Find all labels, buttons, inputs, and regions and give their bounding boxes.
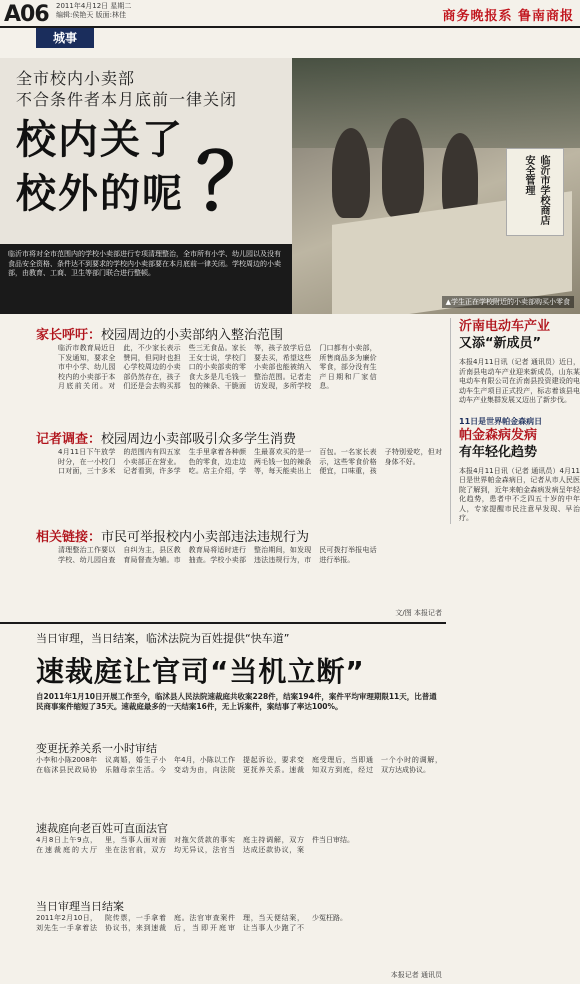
section-head-1-label: 家长呼吁： bbox=[36, 328, 102, 343]
byline-1: 文/图 本报记者 bbox=[395, 609, 442, 617]
article-body-2: 4月11日下午放学时分，在一小校门口对面，三十多米的范围内有四五家小卖部正在营业。记者看到，许多学生手里拿着各种颜色的零食，边走边吃。店主介绍，学生最喜欢买的是一两毛钱一包的辣条等，每天能卖出上百包。一名家长表示，这些零食价格便宜，口味重，孩子特别爱吃，但对身体不好。 bbox=[58, 448, 442, 475]
side-body-2: 本报4月11日讯（记者 通讯员）4月11日是世界帕金森病日，记者从市人民医院了解到，近年来帕金森病发病呈年轻化趋势，患者中不乏四五十岁的中年人，专家提醒市民注意早发现、早治疗。 bbox=[459, 466, 580, 522]
court-subhead-2: 速裁庭向老百姓可直面法官 bbox=[36, 822, 168, 835]
court-body-1: 小李和小陈2008年在临沭县民政局协议离婚，婚生子小乐随母亲生活。今年4月，小陈以工作变动为由，向法院提起诉讼，要求变更抚养关系。速裁庭受理后，当即通知双方到庭，经过一个小时的调解，双方达成协议。 bbox=[36, 756, 442, 774]
section-head-3-text: 市民可举报校内小卖部违法违规行为 bbox=[101, 530, 310, 545]
photo-figure bbox=[332, 128, 370, 218]
article-body-1: 临沂市教育局近日下发通知，要求全市中小学、幼儿园校内的小卖部于本月底前关闭。对此，不少家长表示赞同，但同时也担心学校周边的小卖部仍然存在，孩子们还是会去购买那些三无食品。家长王女士说，学校门口的小卖部卖的零食大多是几毛钱一包的辣条、干脆面等，孩子放学后总要去买，希望这些小卖部也能被纳入整治范围。记者走访发现，多所学校门口都有小卖部，所售商品多为廉价零食，部分没有生产日期和厂家信息。 bbox=[58, 344, 377, 390]
section-head-2 bbox=[36, 428, 296, 447]
hero-subtitle-2: 不合条件者本月底前一律关闭 bbox=[16, 90, 238, 109]
section-head-3-label: 相关链接： bbox=[36, 530, 102, 545]
section-head-1 bbox=[36, 324, 283, 343]
page-header bbox=[0, 0, 580, 28]
issue-meta bbox=[56, 2, 131, 20]
photo-sign: 临沂市学校商店安全管理 bbox=[506, 148, 564, 236]
article-body-3: 清理整治工作要以学校、幼儿园自查自纠为主，县区教育局督查为辅。市教育局将适时进行抽查。学校小卖部整治期间，如发现违法违规行为，市民可拨打举报电话进行举报。 bbox=[58, 546, 377, 564]
hero-lead: 临沂市将对全市范围内的学校小卖部进行专项清理整治，全市所有小学、幼儿园以及没有食品安全资格、条件达不到要求的学校内小卖部要在本月底前一律关闭。学校周边的小卖部，由教育、工商、卫生等部门联合进行整顿。 bbox=[0, 244, 292, 314]
newspaper-masthead: 商务晚报系 鲁南商报 bbox=[442, 9, 574, 24]
question-mark: ？ bbox=[196, 137, 275, 228]
side-head-2-line1: 帕金森病发病 bbox=[459, 427, 538, 443]
section-head-2-label: 记者调查： bbox=[36, 432, 102, 447]
photo-background bbox=[292, 58, 580, 148]
section-tag: 城事 bbox=[36, 28, 94, 48]
news-photo bbox=[292, 58, 580, 314]
side-head-1 bbox=[459, 318, 580, 352]
hero-title-1: 校内关了 bbox=[16, 117, 184, 163]
hero-story bbox=[0, 58, 580, 314]
side-body-1: 本报4月11日讯（记者 通讯员）近日，沂南县电动车产业迎来新成员，山东某电动车有限公司在沂南县投资建设的电动车生产项目正式投产，标志着该县电动车产业集群发展又迈出了新步伐。 bbox=[459, 358, 580, 404]
court-headline: 速裁庭让官司“当机立断” bbox=[36, 655, 365, 688]
side-head-1-line2: 又添“新成员” bbox=[459, 336, 542, 351]
court-subhead-1: 变更抚养关系一小时审结 bbox=[36, 742, 157, 755]
section-head-1-text: 校园周边的小卖部纳入整治范围 bbox=[101, 328, 284, 343]
issue-date: 2011年4月12日 星期二 bbox=[56, 2, 132, 10]
side-subhead: 11日是世界帕金森病日 bbox=[459, 416, 543, 426]
page-number: A06 bbox=[4, 2, 49, 27]
photo-figure bbox=[382, 118, 424, 218]
side-head-1-line1: 沂南电动车产业 bbox=[459, 319, 551, 334]
hero-subtitle-1: 全市校内小卖部 bbox=[16, 69, 136, 88]
section-head-2-text: 校园周边小卖部吸引众多学生消费 bbox=[101, 432, 297, 447]
court-subhead-3: 当日审理当日结案 bbox=[36, 900, 124, 913]
editor-credit: 编辑:侯艳天 版面:林佳 bbox=[56, 11, 126, 19]
side-head-2 bbox=[459, 427, 580, 461]
court-body-2: 4月8日上午9点，在速裁庭的大厅里，当事人面对面坐在法官前，双方对拖欠货款的事实均无异议，法官当庭主持调解，双方达成还款协议，案件当日审结。 bbox=[36, 836, 354, 854]
court-kicker: 当日审理，当日结案，临沭法院为百姓提供“快车道” bbox=[36, 632, 290, 645]
photo-caption: ▲学生正在学校附近的小卖部购买小零食 bbox=[442, 296, 574, 308]
court-body-3: 2011年2月10日，刘先生一手拿着法院传票，一手拿着协议书，来到速裁庭。法官审查案件后，当即开庭审理，当天便结案，让当事人少跑了不少冤枉路。 bbox=[36, 914, 347, 932]
side-column bbox=[450, 318, 580, 524]
hero-title-2: 校外的呢 bbox=[16, 171, 184, 217]
story-divider bbox=[0, 622, 446, 624]
section-head-3 bbox=[36, 526, 309, 545]
side-head-2-line2: 有年轻化趋势 bbox=[459, 444, 538, 460]
court-summary: 自2011年1月10日开展工作至今，临沭县人民法院速裁庭共收案228件，结案194件，案件平均审理期限11天，比普通民商事案件缩短了35天。速裁庭最多的一天结案16件，无上诉案件，案结事了率达100%。 bbox=[36, 692, 437, 711]
